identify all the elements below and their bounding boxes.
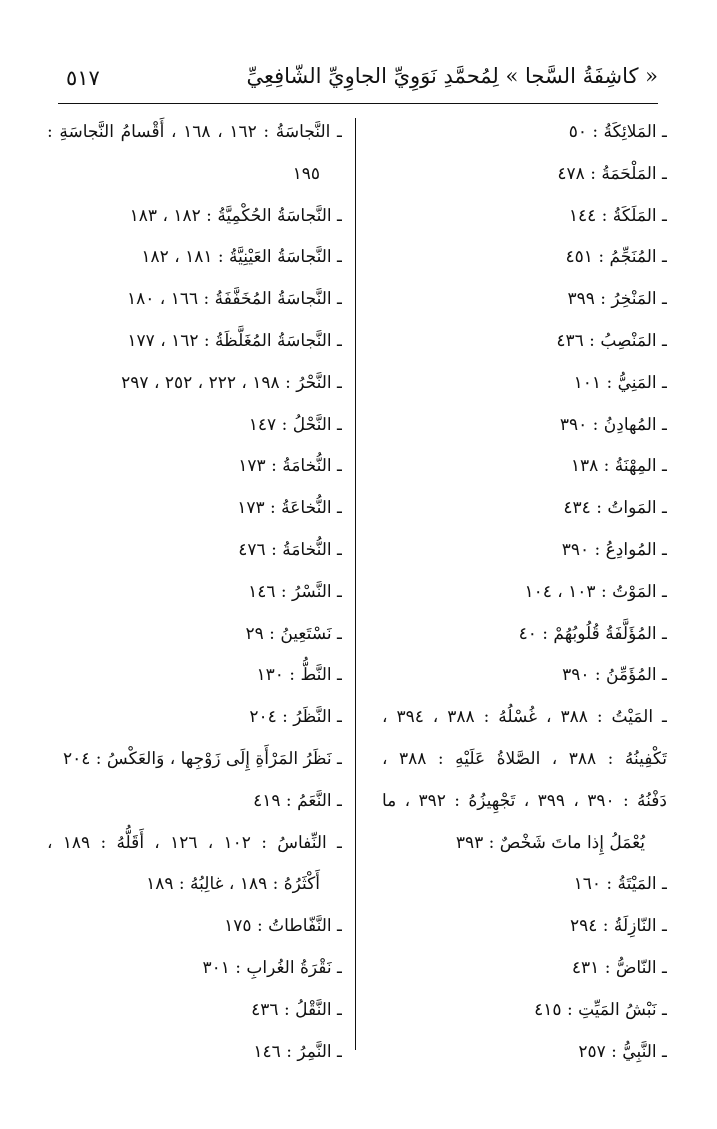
index-entry: ـ المَوْتُ : ١٠٣ ، ١٠٤ — [524, 581, 667, 602]
index-entry: ـ المَلْحَمَةُ : ٤٧٨ — [557, 163, 667, 184]
index-entry: ـ النَّطُّ : ١٣٠ — [256, 665, 342, 686]
index-entry: ـ النَّعَمُ : ٤١٩ — [253, 790, 342, 811]
index-entry: ـ النَّجاسَةُ الحُكْمِيَّةُ : ١٨٢ ، ١٨٣ — [129, 205, 342, 226]
index-entry: ـ النَّظَرُ : ٢٠٤ — [249, 707, 342, 728]
index-entry: ـ المَلَكَةُ : ١٤٤ — [568, 205, 667, 226]
index-entry: ـ المُوادِعُ : ٣٩٠ — [561, 539, 667, 560]
index-entry: ـ المُهادِنُ : ٣٩٠ — [559, 414, 667, 435]
index-entry: ـ النَّسْرُ : ١٤٦ — [248, 581, 342, 602]
index-entry: ـ النَّجاسَةُ : ١٦٢ ، ١٦٨ ، أَقْسامُ النَّجاسَةِ : — [47, 122, 342, 142]
index-entry: ـ النِّفاسُ : ١٠٢ ، ١٢٦ ، أَقَلُّهُ : ١٨٩ ، — [47, 832, 342, 853]
index-column-left — [47, 112, 342, 1073]
index-entry: ـ النَّجاسَةُ المُخَفَّفَةُ : ١٦٦ ، ١٨٠ — [127, 289, 342, 310]
index-entry: ـ النُّخاعَةُ : ١٧٣ — [237, 498, 342, 519]
index-entry: ـ المَيْتَةُ : ١٦٠ — [573, 874, 667, 895]
index-entry-continuation: تَكْفِينُهُ : ٣٨٨ ، الصَّلاةُ عَلَيْهِ : ٣٨٨ ، — [382, 748, 667, 769]
index-entry: ـ النَّجاسَةُ العَيْنِيَّةُ : ١٨١ ، ١٨٢ — [141, 247, 342, 268]
running-head-title: « كاشِفَةُ السَّجا » لِمُحمَّدِ نَوَوِيِّ الجاوِيِّ الشّافِعِيِّ — [246, 64, 658, 88]
index-entry: ـ النّاضُّ : ٤٣١ — [571, 957, 667, 978]
index-entry-continuation: يُعْمَلُ إِذا ماتَ شَخْصٌ : ٣٩٣ — [455, 832, 645, 853]
index-entry: ـ المَنِيُّ : ١٠١ — [573, 372, 667, 393]
index-entry: ـ نَظَرُ المَرْأَةِ إِلَى زَوْجِها ، وَالعَكْسُ : ٢٠٤ — [62, 748, 342, 769]
index-entry: ـ النُّخامَةُ : ١٧٣ — [238, 456, 342, 477]
index-entry: ـ النَّجاسَةُ المُغَلَّظَةُ : ١٦٢ ، ١٧٧ — [127, 330, 342, 351]
index-entry: ـ المِهْنَةُ : ١٣٨ — [570, 456, 667, 477]
index-entry: ـ النّازِلَةُ : ٢٩٤ — [569, 916, 667, 937]
index-entry: ـ نَقْرَةُ الغُرابِ : ٣٠١ — [202, 957, 342, 978]
index-entry: ـ النَّبِيُّ : ٢٥٧ — [578, 1041, 667, 1062]
running-head — [58, 58, 658, 104]
index-entry: ـ المَلائِكَةُ : ٥٠ — [568, 122, 667, 142]
index-entry: ـ المُنَجِّمُ : ٤٥١ — [565, 247, 667, 268]
index-entry: ـ المُؤَلَّفَةُ قُلُوبُهُمْ : ٤٠ — [518, 623, 667, 644]
index-entry: ـ النَّحْرُ : ١٩٨ ، ٢٢٢ ، ٢٥٢ ، ٢٩٧ — [121, 372, 342, 393]
index-entry: ـ النَّقْلُ : ٤٣٦ — [251, 999, 342, 1020]
header-rule — [58, 103, 658, 104]
index-entry: ـ النَّفّاطاتُ : ١٧٥ — [224, 916, 342, 937]
index-entry: ـ النَّحْلُ : ١٤٧ — [248, 414, 342, 435]
index-entry: ـ المُؤَمِّنُ : ٣٩٠ — [562, 665, 667, 686]
index-entry-continuation: ١٩٥ — [292, 163, 320, 184]
index-entry-continuation: دَفْنُهُ : ٣٩٠ ، ٣٩٩ ، تَجْهِيزُهُ : ٣٩٢ ، ما — [382, 790, 667, 811]
index-entry: ـ النَّمِرُ : ١٤٦ — [253, 1041, 342, 1062]
column-divider — [355, 118, 356, 1050]
index-entry: ـ نَسْتَعِينُ : ٢٩ — [245, 623, 342, 644]
index-entry: ـ نَبْشُ المَيِّتِ : ٤١٥ — [534, 999, 667, 1020]
index-column-right — [382, 112, 667, 1073]
index-entry: ـ المَنْصِبُ : ٤٣٦ — [556, 330, 667, 351]
index-entry: ـ المَيْتُ : ٣٨٨ ، غُسْلُهُ : ٣٨٨ ، ٣٩٤ ، — [382, 707, 667, 728]
index-entry: ـ النُّخامَةُ : ٤٧٦ — [238, 539, 342, 560]
index-entry-continuation: أَكْثَرُهُ : ١٨٩ ، غالِبُهُ : ١٨٩ — [146, 874, 320, 895]
index-entry: ـ المَواتُ : ٤٣٤ — [563, 498, 667, 519]
page-number: ٥١٧ — [66, 66, 100, 90]
index-entry: ـ المَنْخِرُ : ٣٩٩ — [567, 289, 667, 310]
